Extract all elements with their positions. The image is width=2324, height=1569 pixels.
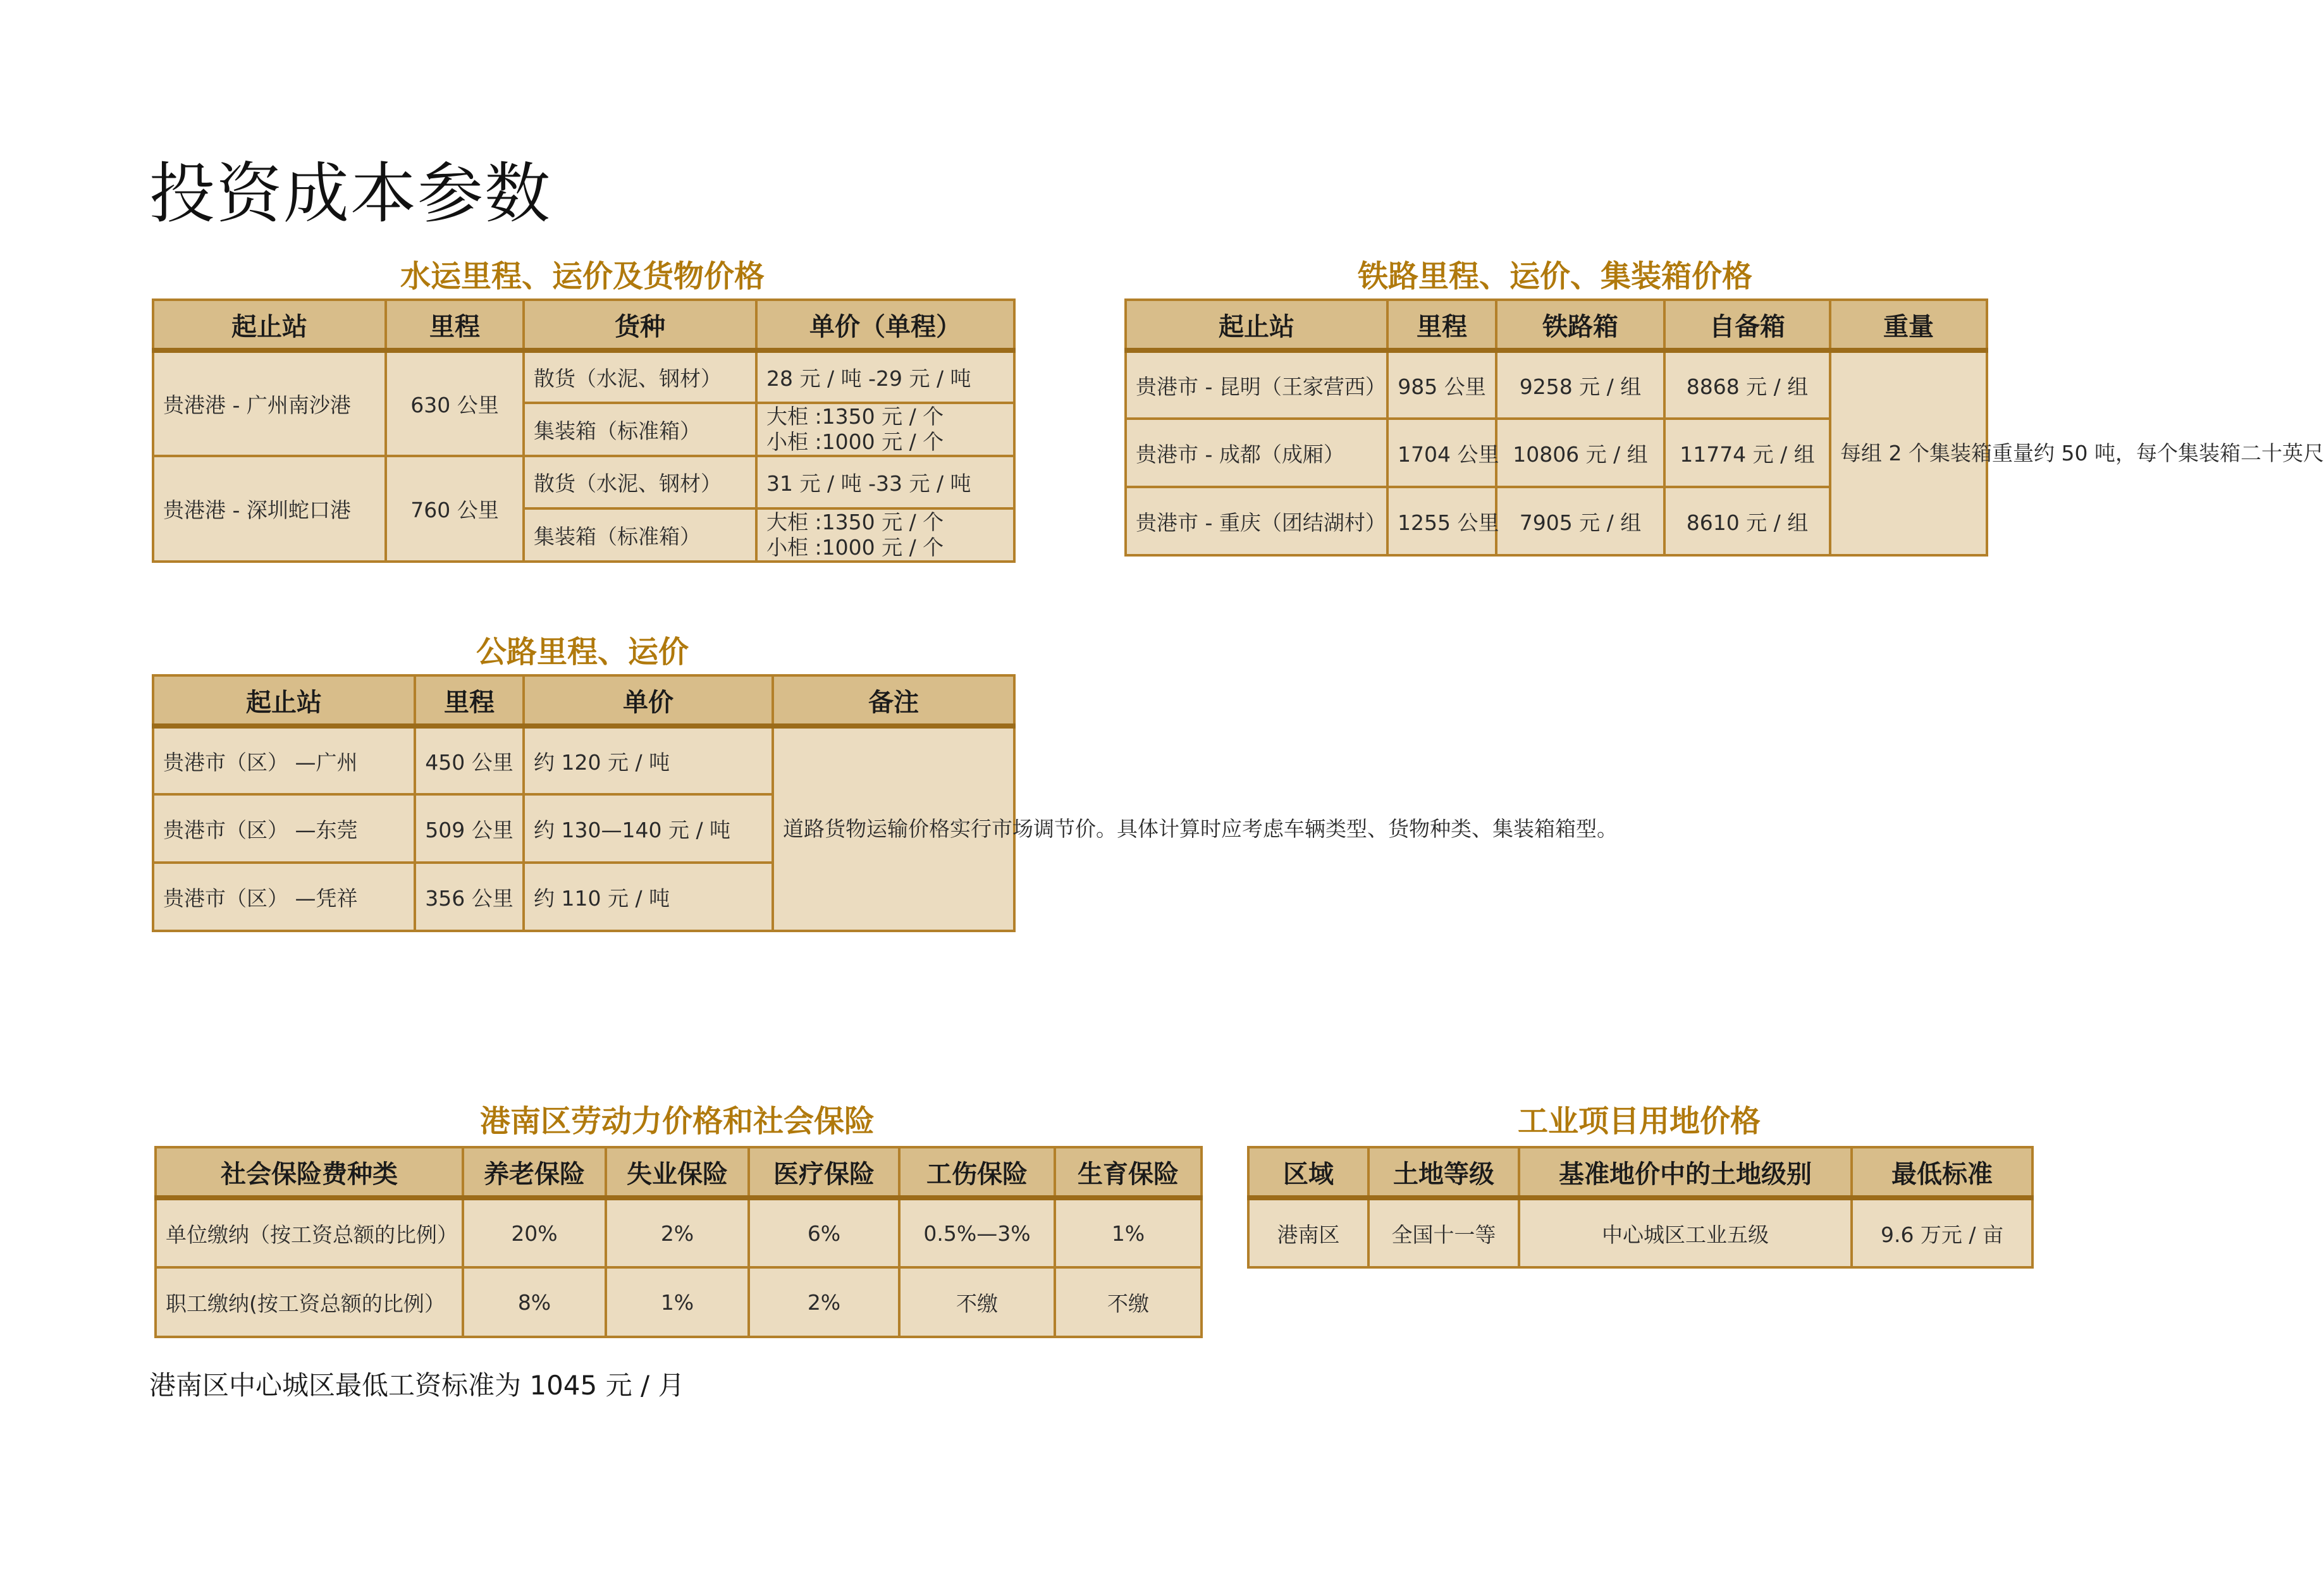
rate-cell: 6% xyxy=(749,1198,899,1267)
distance-cell: 630 公里 xyxy=(386,350,524,456)
price-large-container: 大柜 :1350 元 / 个 xyxy=(766,404,944,429)
col-header-land-grade: 土地等级 xyxy=(1368,1147,1519,1198)
price-cell xyxy=(756,508,1014,562)
minimum-wage-note: 港南区中心城区最低工资标准为 1045 元 / 月 xyxy=(149,1370,685,1401)
remark-cell: 道路货物运输价格实行市场调节价。具体计算时应考虑车辆类型、货物种类、集装箱箱型。 xyxy=(773,726,1014,931)
distance-cell: 450 公里 xyxy=(415,726,524,794)
col-header-unemployment: 失业保险 xyxy=(606,1147,749,1198)
table-row xyxy=(153,726,1014,794)
distance-cell: 1704 公里 xyxy=(1387,419,1496,487)
rate-cell: 2% xyxy=(749,1267,899,1337)
col-header-pension: 养老保险 xyxy=(463,1147,606,1198)
col-header-region: 区域 xyxy=(1248,1147,1368,1198)
col-header-weight: 重量 xyxy=(1830,300,1987,350)
col-header-price: 单价 xyxy=(524,675,773,726)
col-header-benchmark-level: 基准地价中的土地级别 xyxy=(1519,1147,1852,1198)
col-header-rail-box: 铁路箱 xyxy=(1496,300,1664,350)
table-header-row xyxy=(1248,1147,2032,1198)
payer-cell: 职工缴纳(按工资总额的比例） xyxy=(156,1267,463,1337)
table-row xyxy=(156,1267,1202,1337)
table-row xyxy=(156,1198,1202,1267)
station-cell: 贵港市 - 重庆（团结湖村） xyxy=(1126,487,1387,555)
station-cell: 贵港市（区） —广州 xyxy=(153,726,415,794)
rate-cell: 8% xyxy=(463,1267,606,1337)
weight-note-cell: 每组 2 个集装箱重量约 50 吨，每个集装箱二十英尺 xyxy=(1830,350,1987,555)
col-header-medical: 医疗保险 xyxy=(749,1147,899,1198)
price-cell: 约 130—140 元 / 吨 xyxy=(524,794,773,863)
rate-cell: 1% xyxy=(606,1267,749,1337)
col-header-insurance-type: 社会保险费种类 xyxy=(156,1147,463,1198)
land-price-table xyxy=(1247,1146,2034,1269)
distance-cell: 356 公里 xyxy=(415,863,524,931)
price-cell: 约 110 元 / 吨 xyxy=(524,863,773,931)
price-cell: 约 120 元 / 吨 xyxy=(524,726,773,794)
table-header-row xyxy=(153,300,1014,350)
rate-cell: 不缴 xyxy=(1055,1267,1202,1337)
page-title: 投资成本参数 xyxy=(149,155,552,232)
station-cell: 贵港市（区） —东莞 xyxy=(153,794,415,863)
col-header-work-injury: 工伤保险 xyxy=(899,1147,1055,1198)
cargo-cell: 集装箱（标准箱） xyxy=(524,403,756,456)
rate-cell: 2% xyxy=(606,1198,749,1267)
station-cell: 贵港港 - 深圳蛇口港 xyxy=(153,456,386,562)
distance-cell: 760 公里 xyxy=(386,456,524,562)
col-header-distance: 里程 xyxy=(386,300,524,350)
price-large-container: 大柜 :1350 元 / 个 xyxy=(766,510,944,534)
col-header-distance: 里程 xyxy=(1387,300,1496,350)
labor-insurance-table xyxy=(154,1146,1203,1338)
price-small-container: 小柜 :1000 元 / 个 xyxy=(766,429,944,454)
rail-box-cell: 9258 元 / 组 xyxy=(1496,350,1664,419)
table-header-row xyxy=(156,1147,1202,1198)
price-small-container: 小柜 :1000 元 / 个 xyxy=(766,535,944,560)
cargo-cell: 散货（水泥、钢材） xyxy=(524,456,756,508)
col-header-remark: 备注 xyxy=(773,675,1014,726)
col-header-station: 起止站 xyxy=(153,675,415,726)
minimum-standard-cell: 9.6 万元 / 亩 xyxy=(1852,1198,2032,1267)
water-transport-table xyxy=(152,298,1016,563)
distance-cell: 509 公里 xyxy=(415,794,524,863)
station-cell: 贵港港 - 广州南沙港 xyxy=(153,350,386,456)
cargo-cell: 集装箱（标准箱） xyxy=(524,508,756,562)
table-row xyxy=(153,350,1014,403)
col-header-cargo: 货种 xyxy=(524,300,756,350)
rate-cell: 20% xyxy=(463,1198,606,1267)
rate-cell: 1% xyxy=(1055,1198,1202,1267)
rail-transport-table xyxy=(1124,298,2324,557)
distance-cell: 985 公里 xyxy=(1387,350,1496,419)
own-box-cell: 8868 元 / 组 xyxy=(1664,350,1830,419)
rail-box-cell: 10806 元 / 组 xyxy=(1496,419,1664,487)
land-price-title: 工业项目用地价格 xyxy=(1517,1104,1761,1139)
col-header-maternity: 生育保险 xyxy=(1055,1147,1202,1198)
price-cell xyxy=(756,403,1014,456)
road-transport-title: 公路里程、运价 xyxy=(476,634,689,670)
road-transport-table xyxy=(152,674,1618,932)
own-box-cell: 11774 元 / 组 xyxy=(1664,419,1830,487)
benchmark-level-cell: 中心城区工业五级 xyxy=(1519,1198,1852,1267)
rail-box-cell: 7905 元 / 组 xyxy=(1496,487,1664,555)
col-header-price: 单价（单程） xyxy=(756,300,1014,350)
distance-cell: 1255 公里 xyxy=(1387,487,1496,555)
station-cell: 贵港市 - 昆明（王家营西） xyxy=(1126,350,1387,419)
table-row xyxy=(1248,1198,2032,1267)
station-cell: 贵港市 - 成都（成厢） xyxy=(1126,419,1387,487)
col-header-station: 起止站 xyxy=(1126,300,1387,350)
region-cell: 港南区 xyxy=(1248,1198,1368,1267)
payer-cell: 单位缴纳（按工资总额的比例） xyxy=(156,1198,463,1267)
station-cell: 贵港市（区） —凭祥 xyxy=(153,863,415,931)
price-cell: 31 元 / 吨 -33 元 / 吨 xyxy=(756,456,1014,508)
price-cell: 28 元 / 吨 -29 元 / 吨 xyxy=(756,350,1014,403)
table-header-row xyxy=(153,675,1014,726)
table-row xyxy=(153,456,1014,508)
rail-transport-title: 铁路里程、运价、集装箱价格 xyxy=(1357,259,1752,294)
rate-cell: 不缴 xyxy=(899,1267,1055,1337)
rate-cell: 0.5%—3% xyxy=(899,1198,1055,1267)
land-grade-cell: 全国十一等 xyxy=(1368,1198,1519,1267)
col-header-distance: 里程 xyxy=(415,675,524,726)
table-row xyxy=(1126,350,1987,419)
own-box-cell: 8610 元 / 组 xyxy=(1664,487,1830,555)
labor-insurance-title: 港南区劳动力价格和社会保险 xyxy=(479,1104,875,1139)
col-header-minimum-standard: 最低标准 xyxy=(1852,1147,2032,1198)
table-header-row xyxy=(1126,300,1987,350)
cargo-cell: 散货（水泥、钢材） xyxy=(524,350,756,403)
water-transport-title: 水运里程、运价及货物价格 xyxy=(400,259,765,294)
col-header-station: 起止站 xyxy=(153,300,386,350)
col-header-own-box: 自备箱 xyxy=(1664,300,1830,350)
